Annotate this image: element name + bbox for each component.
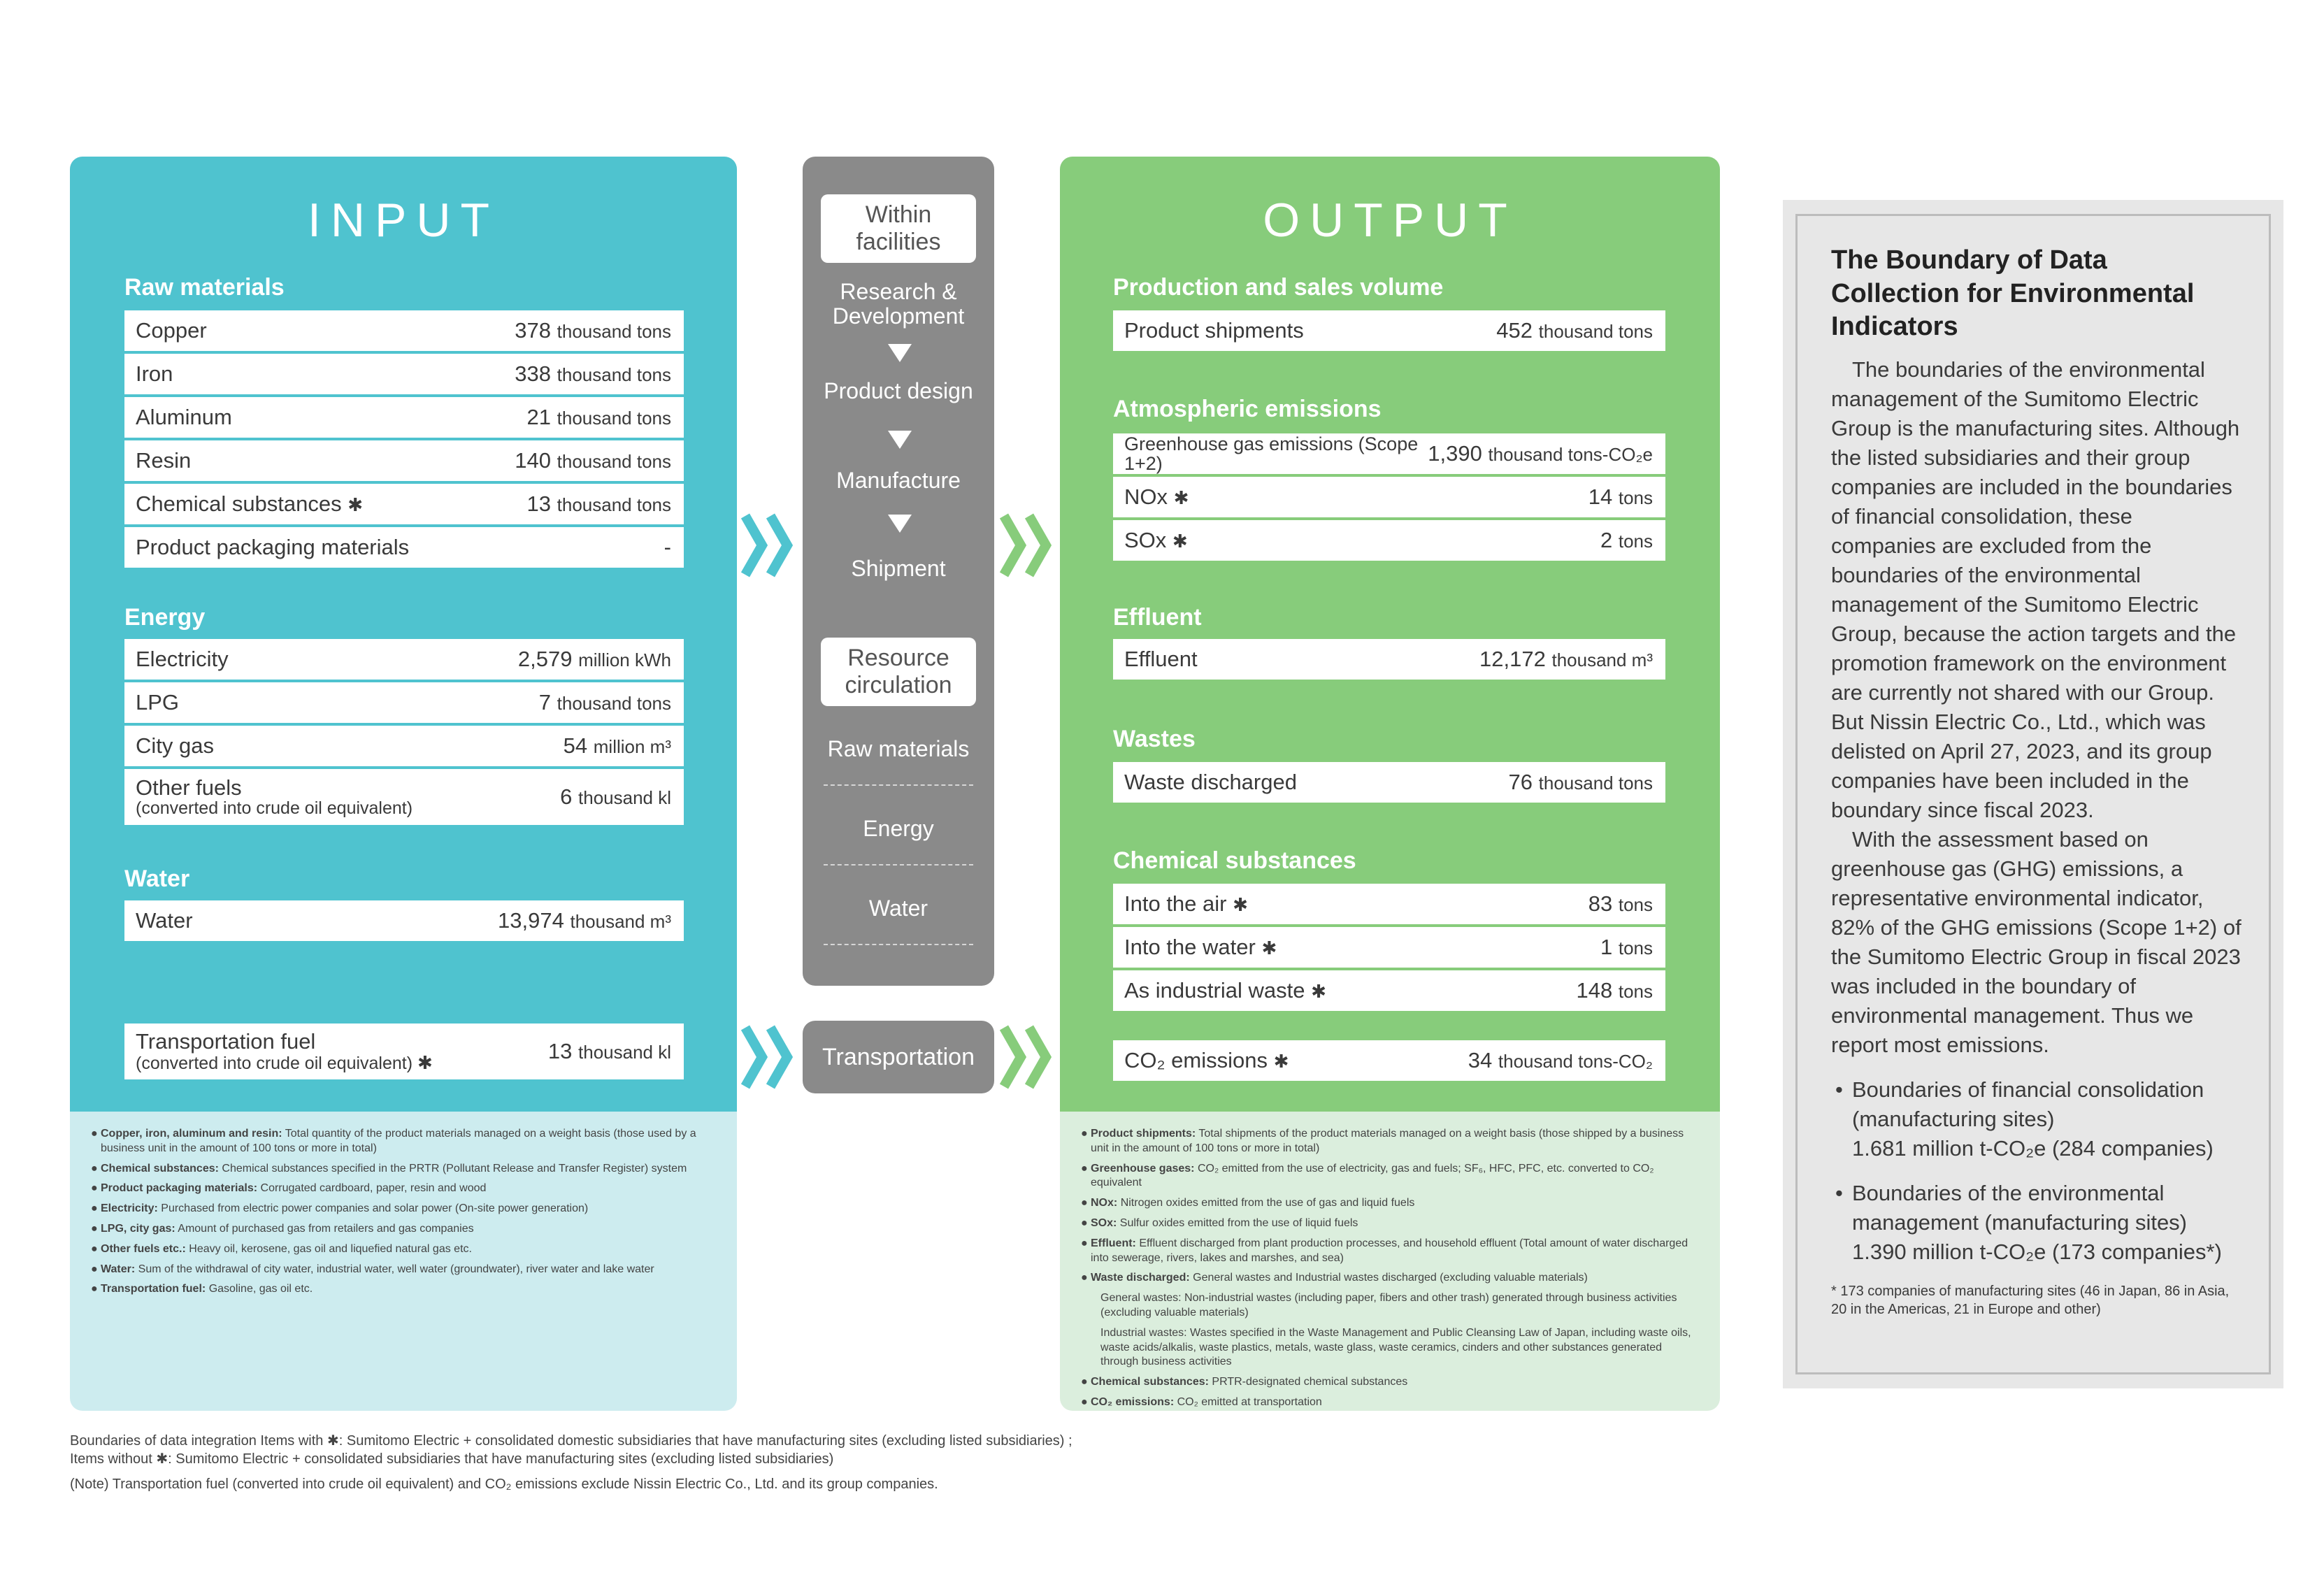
row-label <box>136 735 214 758</box>
row-value <box>518 647 671 672</box>
row-value <box>1600 528 1653 553</box>
footnote-boundary-nostar: Items without ✱: Sumitomo Electric + consolidated subsidiaries that have manufacturing sites (excluding listed subsidiaries) <box>70 1451 834 1467</box>
bullet-icon: ● <box>1081 1395 1088 1408</box>
note-item <box>1081 1196 1699 1211</box>
row-label-text: Iron <box>136 361 173 386</box>
bullet-icon: ● <box>91 1128 98 1140</box>
row-label <box>136 777 413 818</box>
note-text: CO₂ emitted from the use of electricity, gas and fuels; SF₆, HFC, PFC, etc. converted to CO₂ equivalent <box>1091 1162 1654 1189</box>
resource-water: Water <box>868 896 928 921</box>
divider <box>824 944 973 945</box>
row-value <box>515 318 671 343</box>
effluent-label: Effluent <box>1113 604 1202 631</box>
note-term: Effluent: <box>1091 1237 1136 1249</box>
row-label-text: Resin <box>136 447 192 473</box>
note-item <box>91 1282 716 1297</box>
row-sublabel: (converted into crude oil equivalent) <box>136 798 413 819</box>
note-text: Industrial wastes: Wastes specified in the Waste Management and Public Cleansing Law of Japan, including waste oils, waste acids/alkalis, waste plastics, metals, waste glass, waste ceramics, cinders and other substances generated through business activities <box>1100 1326 1691 1368</box>
note-text: Sulfur oxides emitted from the use of liquid fuels <box>1119 1216 1358 1229</box>
note-term: Electricity: <box>101 1202 158 1215</box>
row-label-text: Electricity <box>136 646 229 671</box>
note-text: General wastes and Industrial wastes discharged (excluding valuable materials) <box>1193 1272 1588 1284</box>
data-row <box>124 397 684 438</box>
row-label <box>1124 979 1326 1003</box>
down-arrow-icon <box>888 515 912 533</box>
row-label-text: NOx <box>1124 484 1168 509</box>
row-label-text: Transportation fuel <box>136 1029 316 1054</box>
sidebar-title: The Boundary of Data Collection for Environmental Indicators <box>1831 245 2195 341</box>
row-number: 338 <box>515 361 552 386</box>
bullet-icon: ● <box>91 1162 98 1175</box>
divider <box>824 784 973 786</box>
row-label <box>136 493 363 516</box>
row-value <box>1468 1048 1653 1073</box>
bullet-icon: • <box>1835 1077 1843 1102</box>
row-unit: thousand kl <box>578 1042 671 1063</box>
bullet-icon: ● <box>91 1202 98 1215</box>
row-value <box>1576 978 1653 1003</box>
output-notes <box>1081 1127 1699 1411</box>
boundary-sidebar-frame <box>1795 214 2271 1374</box>
row-label-text: LPG <box>136 689 180 714</box>
row-unit: thousand m³ <box>1551 649 1653 670</box>
note-item <box>91 1181 716 1196</box>
note-text: Total shipments of the product materials managed on a weight basis (those shipped by a business unit in the amount of 100 tons or more in total) <box>1091 1128 1684 1154</box>
note-item <box>91 1242 716 1257</box>
row-number: - <box>664 535 671 559</box>
row-number: 1 <box>1600 935 1613 959</box>
row-unit: million kWh <box>578 649 671 670</box>
row-label <box>136 907 193 933</box>
row-label <box>1124 486 1189 509</box>
row-label-text: Water <box>136 907 193 933</box>
row-value <box>564 733 671 759</box>
note-text: Nitrogen oxides emitted from the use of gas and liquid fuels <box>1120 1197 1415 1209</box>
production-label: Production and sales volume <box>1113 274 1444 301</box>
row-value <box>548 1039 671 1064</box>
note-term: Product packaging materials: <box>101 1182 258 1195</box>
note-text: Chemical substances specified in the PRTR (Pollutant Release and Transfer Register) system <box>222 1162 687 1175</box>
data-row <box>124 726 684 766</box>
row-sublabel-text: (converted into crude oil equivalent) <box>136 1053 413 1073</box>
water-label: Water <box>124 865 190 892</box>
note-text: Gasoline, gas oil etc. <box>208 1283 313 1295</box>
row-number: 12,172 <box>1479 647 1546 671</box>
row-sublabel <box>136 1051 433 1073</box>
bullet-icon: ● <box>1081 1128 1088 1140</box>
star-mark: ✱ <box>1273 1050 1289 1072</box>
bullet-icon: • <box>1835 1180 1843 1205</box>
row-label-text: Effluent <box>1124 646 1198 671</box>
step-shipment: Shipment <box>851 556 946 581</box>
resource-energy: Energy <box>863 816 934 841</box>
row-value <box>1600 935 1653 960</box>
row-unit: thousand tons-CO₂e <box>1488 444 1653 465</box>
row-unit: tons <box>1618 938 1653 958</box>
row-label-text: Greenhouse gas emissions (Scope 1+2) <box>1124 433 1419 474</box>
row-unit: thousand tons <box>557 364 671 385</box>
row-unit: thousand tons-CO₂ <box>1498 1051 1653 1072</box>
star-mark: ✱ <box>1311 980 1326 1002</box>
bullet-icon: ● <box>91 1283 98 1295</box>
star-mark: ✱ <box>1173 487 1189 508</box>
data-row <box>124 354 684 394</box>
note-term: Copper, iron, aluminum and resin: <box>101 1128 282 1140</box>
row-unit: tons <box>1618 531 1653 552</box>
data-row <box>1113 520 1665 561</box>
row-value <box>560 784 671 810</box>
row-label <box>1124 936 1277 959</box>
row-number: 140 <box>515 448 552 473</box>
bullet-icon: ● <box>91 1222 98 1235</box>
row-label <box>136 406 232 429</box>
row-number: 2,579 <box>517 647 573 671</box>
step-product-design: Product design <box>824 378 973 403</box>
note-item <box>1081 1271 1699 1286</box>
sidebar-footnote: * 173 companies of manufacturing sites (46 in Japan, 86 in Asia, 20 in the Americas, 21 in Europe and other) <box>1831 1283 2230 1317</box>
bullet-icon: ● <box>91 1242 98 1255</box>
star-mark: ✱ <box>417 1051 433 1073</box>
data-row <box>124 682 684 723</box>
star-mark: ✱ <box>1233 893 1248 915</box>
bullet-icon: ● <box>1081 1376 1088 1388</box>
transportation-box: Transportation <box>803 1021 994 1093</box>
wastes-label: Wastes <box>1113 726 1196 752</box>
note-item <box>1081 1291 1699 1321</box>
row-label-text: Into the water <box>1124 934 1256 959</box>
note-term: Greenhouse gases: <box>1091 1162 1195 1175</box>
row-unit: tons <box>1618 487 1653 508</box>
data-row <box>1113 310 1665 351</box>
row-label <box>136 319 207 343</box>
row-unit: thousand m³ <box>570 911 671 932</box>
row-value <box>664 535 671 560</box>
note-item <box>91 1222 716 1237</box>
chevron-right-icon <box>741 512 800 579</box>
data-row <box>1113 927 1665 968</box>
note-item <box>1081 1237 1699 1266</box>
chevron-right-icon <box>1000 1023 1059 1091</box>
input-notes <box>91 1127 716 1302</box>
note-text: Sum of the withdrawal of city water, industrial water, well water (groundwater), river water and lake water <box>138 1263 654 1275</box>
note-text: Effluent discharged from plant production processes, and household effluent (Total amount of water discharged into sewerage, rivers, lakes and marshes, and sea) <box>1091 1237 1688 1264</box>
bullet-icon: ● <box>1081 1162 1088 1175</box>
star-mark: ✱ <box>1172 530 1188 552</box>
row-label <box>1124 771 1297 794</box>
note-text: Total quantity of the product materials managed on a weight basis (those used by a business unit in the amount of 100 tons or more in total) <box>101 1128 696 1154</box>
row-number: 13,974 <box>498 908 564 933</box>
note-term: Transportation fuel: <box>101 1283 206 1295</box>
note-term: Chemical substances: <box>101 1162 219 1175</box>
bullet-icon: ● <box>1081 1237 1088 1249</box>
row-unit: thousand tons <box>557 693 671 714</box>
data-row <box>1113 639 1665 680</box>
note-item <box>91 1263 716 1277</box>
row-unit: thousand tons <box>557 494 671 515</box>
row-number: 14 <box>1588 484 1613 509</box>
bullet-value: 1.390 million t-CO₂e (173 companies*) <box>1852 1239 2222 1264</box>
row-number: 13 <box>526 491 552 516</box>
row-unit: thousand tons <box>557 408 671 429</box>
row-unit: tons <box>1618 981 1653 1002</box>
chemical-label: Chemical substances <box>1113 847 1356 874</box>
note-term: Chemical substances: <box>1091 1376 1209 1388</box>
row-number: 1,390 <box>1428 441 1482 466</box>
note-term: Other fuels etc.: <box>101 1242 186 1255</box>
row-label-text: As industrial waste <box>1124 977 1305 1003</box>
data-row <box>124 639 684 680</box>
note-term: CO₂ emissions: <box>1091 1395 1175 1408</box>
energy-label: Energy <box>124 604 206 631</box>
data-row <box>1113 884 1665 924</box>
data-row <box>1113 762 1665 803</box>
row-value <box>1428 441 1653 466</box>
down-arrow-icon <box>888 431 912 449</box>
data-row <box>1113 970 1665 1011</box>
note-term: SOx: <box>1091 1216 1117 1229</box>
row-value <box>1588 484 1653 510</box>
data-row <box>124 440 684 481</box>
row-label-text: City gas <box>136 733 214 758</box>
row-label <box>136 648 229 671</box>
row-value <box>515 361 671 387</box>
note-term: Water: <box>101 1263 136 1275</box>
divider <box>824 864 973 865</box>
bullet-icon: ● <box>91 1182 98 1195</box>
chevron-right-icon <box>741 1023 800 1091</box>
bullet-icon: ● <box>91 1263 98 1275</box>
row-number: 21 <box>526 405 552 429</box>
row-number: 13 <box>547 1039 573 1063</box>
note-text: Corrugated cardboard, paper, resin and wood <box>260 1182 487 1195</box>
data-row <box>1113 477 1665 517</box>
row-label-text: Waste discharged <box>1124 769 1297 794</box>
resource-circulation-box: Resource circulation <box>821 638 976 706</box>
data-row <box>124 769 684 825</box>
row-label <box>1124 893 1248 916</box>
row-value <box>498 908 671 933</box>
row-number: 6 <box>560 784 573 809</box>
row-unit: thousand tons <box>557 451 671 472</box>
row-value <box>527 405 671 430</box>
row-value <box>1479 647 1653 672</box>
note-item <box>1081 1216 1699 1231</box>
data-row <box>124 900 684 941</box>
note-item <box>91 1202 716 1216</box>
bullet-text: Boundaries of the environmental management (manufacturing sites) <box>1852 1180 2188 1235</box>
within-facilities-box: Within facilities <box>821 194 976 263</box>
row-label-text: Into the air <box>1124 891 1227 916</box>
resource-raw-materials: Raw materials <box>827 736 970 761</box>
row-unit: thousand tons <box>557 321 671 342</box>
row-label <box>136 447 192 473</box>
bullet-icon: ● <box>1081 1272 1088 1284</box>
input-panel <box>70 157 737 1411</box>
row-label <box>1124 529 1188 552</box>
step-manufacture: Manufacture <box>836 468 961 493</box>
note-text: PRTR-designated chemical substances <box>1212 1376 1408 1388</box>
note-text: Amount of purchased gas from retailers and gas companies <box>178 1222 474 1235</box>
note-item <box>1081 1162 1699 1191</box>
row-label-text: SOx <box>1124 527 1167 552</box>
row-number: 83 <box>1588 891 1613 916</box>
output-title: OUTPUT <box>1263 194 1517 247</box>
row-label <box>1124 1049 1289 1072</box>
down-arrow-icon <box>888 344 912 362</box>
bullet-icon: ● <box>1081 1197 1088 1209</box>
note-text: General wastes: Non-industrial wastes (including paper, fibers and other trash) generated through business activities (excluding valuable materials) <box>1100 1292 1677 1319</box>
sidebar-bullet <box>1831 1179 2242 1267</box>
row-unit: tons <box>1618 894 1653 915</box>
sidebar-paragraph: With the assessment based on greenhouse gas (GHG) emissions, a representative environmental indicator, 82% of the GHG emissions (Scope 1+2) of the Sumitomo Electric Group in fiscal 2023 was included in the boundary of environmental management. Thus we report most emissions. <box>1831 826 2241 1057</box>
row-label <box>1124 648 1198 671</box>
row-number: 7 <box>538 690 552 714</box>
note-item <box>1081 1395 1699 1410</box>
note-text: Heavy oil, kerosene, gas oil and liquefied natural gas etc. <box>189 1242 472 1255</box>
note-text: CO₂ emitted at transportation <box>1177 1395 1322 1408</box>
note-term: Product shipments: <box>1091 1128 1196 1140</box>
input-title: INPUT <box>308 194 499 247</box>
row-label-text: CO₂ emissions <box>1124 1047 1268 1072</box>
row-label <box>1124 434 1428 474</box>
step-research: Research & Development <box>832 279 965 329</box>
row-unit: thousand tons <box>1538 773 1653 793</box>
row-value <box>515 448 671 473</box>
data-row <box>1113 1040 1665 1081</box>
boundary-sidebar <box>1783 200 2283 1388</box>
row-label-text: Chemical substances <box>136 491 342 516</box>
star-mark: ✱ <box>347 494 364 515</box>
data-row <box>124 1023 684 1079</box>
row-label-text: Copper <box>136 317 207 343</box>
sidebar-body <box>1831 355 2242 1060</box>
footnote-note: (Note) Transportation fuel (converted into crude oil equivalent) and CO₂ emissions exclude Nissin Electric Co., Ltd. and its group companies. <box>70 1477 938 1492</box>
row-label-text: Other fuels <box>136 775 242 800</box>
note-item <box>1081 1375 1699 1390</box>
note-term: Waste discharged: <box>1091 1272 1190 1284</box>
output-panel <box>1060 157 1720 1411</box>
note-term: NOx: <box>1091 1197 1118 1209</box>
raw-materials-label: Raw materials <box>124 274 285 301</box>
note-item <box>1081 1326 1699 1370</box>
row-label-text: Product packaging materials <box>136 534 410 559</box>
note-term: LPG, city gas: <box>101 1222 175 1235</box>
row-label <box>1124 319 1304 343</box>
row-number: 148 <box>1576 978 1613 1003</box>
row-label <box>136 1030 433 1072</box>
note-text: Purchased from electric power companies and solar power (On-site power generation) <box>161 1202 589 1215</box>
sidebar-paragraph: The boundaries of the environmental management of the Sumitomo Electric Group is the manufacturing sites. Although the listed subsidiaries and their group companies are included in the boundaries of financial consolidation, these companies are excluded from the boundaries of the environmental management of the Sumitomo Electric Group, because the action targets and the promotion framework on the environment are currently not shared with our Group. But Nissin Electric Co., Ltd., which was delisted on April 27, 2023, and its group companies have been included in the boundary since fiscal 2023. <box>1831 357 2240 822</box>
row-number: 378 <box>515 318 552 343</box>
row-label <box>136 363 173 386</box>
data-row <box>124 484 684 524</box>
row-value <box>539 690 671 715</box>
row-value <box>1509 770 1653 795</box>
row-value <box>1588 891 1653 917</box>
row-label-text: Aluminum <box>136 404 232 429</box>
note-item <box>91 1127 716 1156</box>
row-number: 2 <box>1600 528 1613 552</box>
data-row <box>1113 433 1665 474</box>
row-number: 34 <box>1468 1048 1493 1072</box>
row-value <box>1496 318 1653 343</box>
row-unit: thousand kl <box>578 787 671 808</box>
bullet-value: 1.681 million t-CO₂e (284 companies) <box>1852 1135 2214 1161</box>
row-label <box>136 691 179 714</box>
sidebar-bullet <box>1831 1075 2242 1163</box>
row-unit: million m³ <box>593 736 671 757</box>
note-item <box>1081 1127 1699 1156</box>
data-row <box>124 527 684 568</box>
note-item <box>91 1162 716 1177</box>
bullet-icon: ● <box>1081 1216 1088 1229</box>
row-number: 452 <box>1496 318 1533 343</box>
row-unit: thousand tons <box>1538 321 1653 342</box>
data-row <box>124 310 684 351</box>
row-number: 54 <box>563 733 588 758</box>
star-mark: ✱ <box>1261 937 1277 958</box>
atmospheric-label: Atmospheric emissions <box>1113 396 1382 422</box>
bullet-text: Boundaries of financial consolidation (manufacturing sites) <box>1852 1077 2204 1131</box>
row-label <box>136 536 409 559</box>
process-column <box>803 157 994 986</box>
row-number: 76 <box>1508 770 1533 794</box>
footnote-boundary-star: Boundaries of data integration Items with ✱: Sumitomo Electric + consolidated domestic subsidiaries that have manufacturing sites (excluding listed subsidiaries) ; <box>70 1433 1073 1449</box>
chevron-right-icon <box>1000 512 1059 579</box>
row-value <box>527 491 671 517</box>
row-label-text: Product shipments <box>1124 317 1304 343</box>
